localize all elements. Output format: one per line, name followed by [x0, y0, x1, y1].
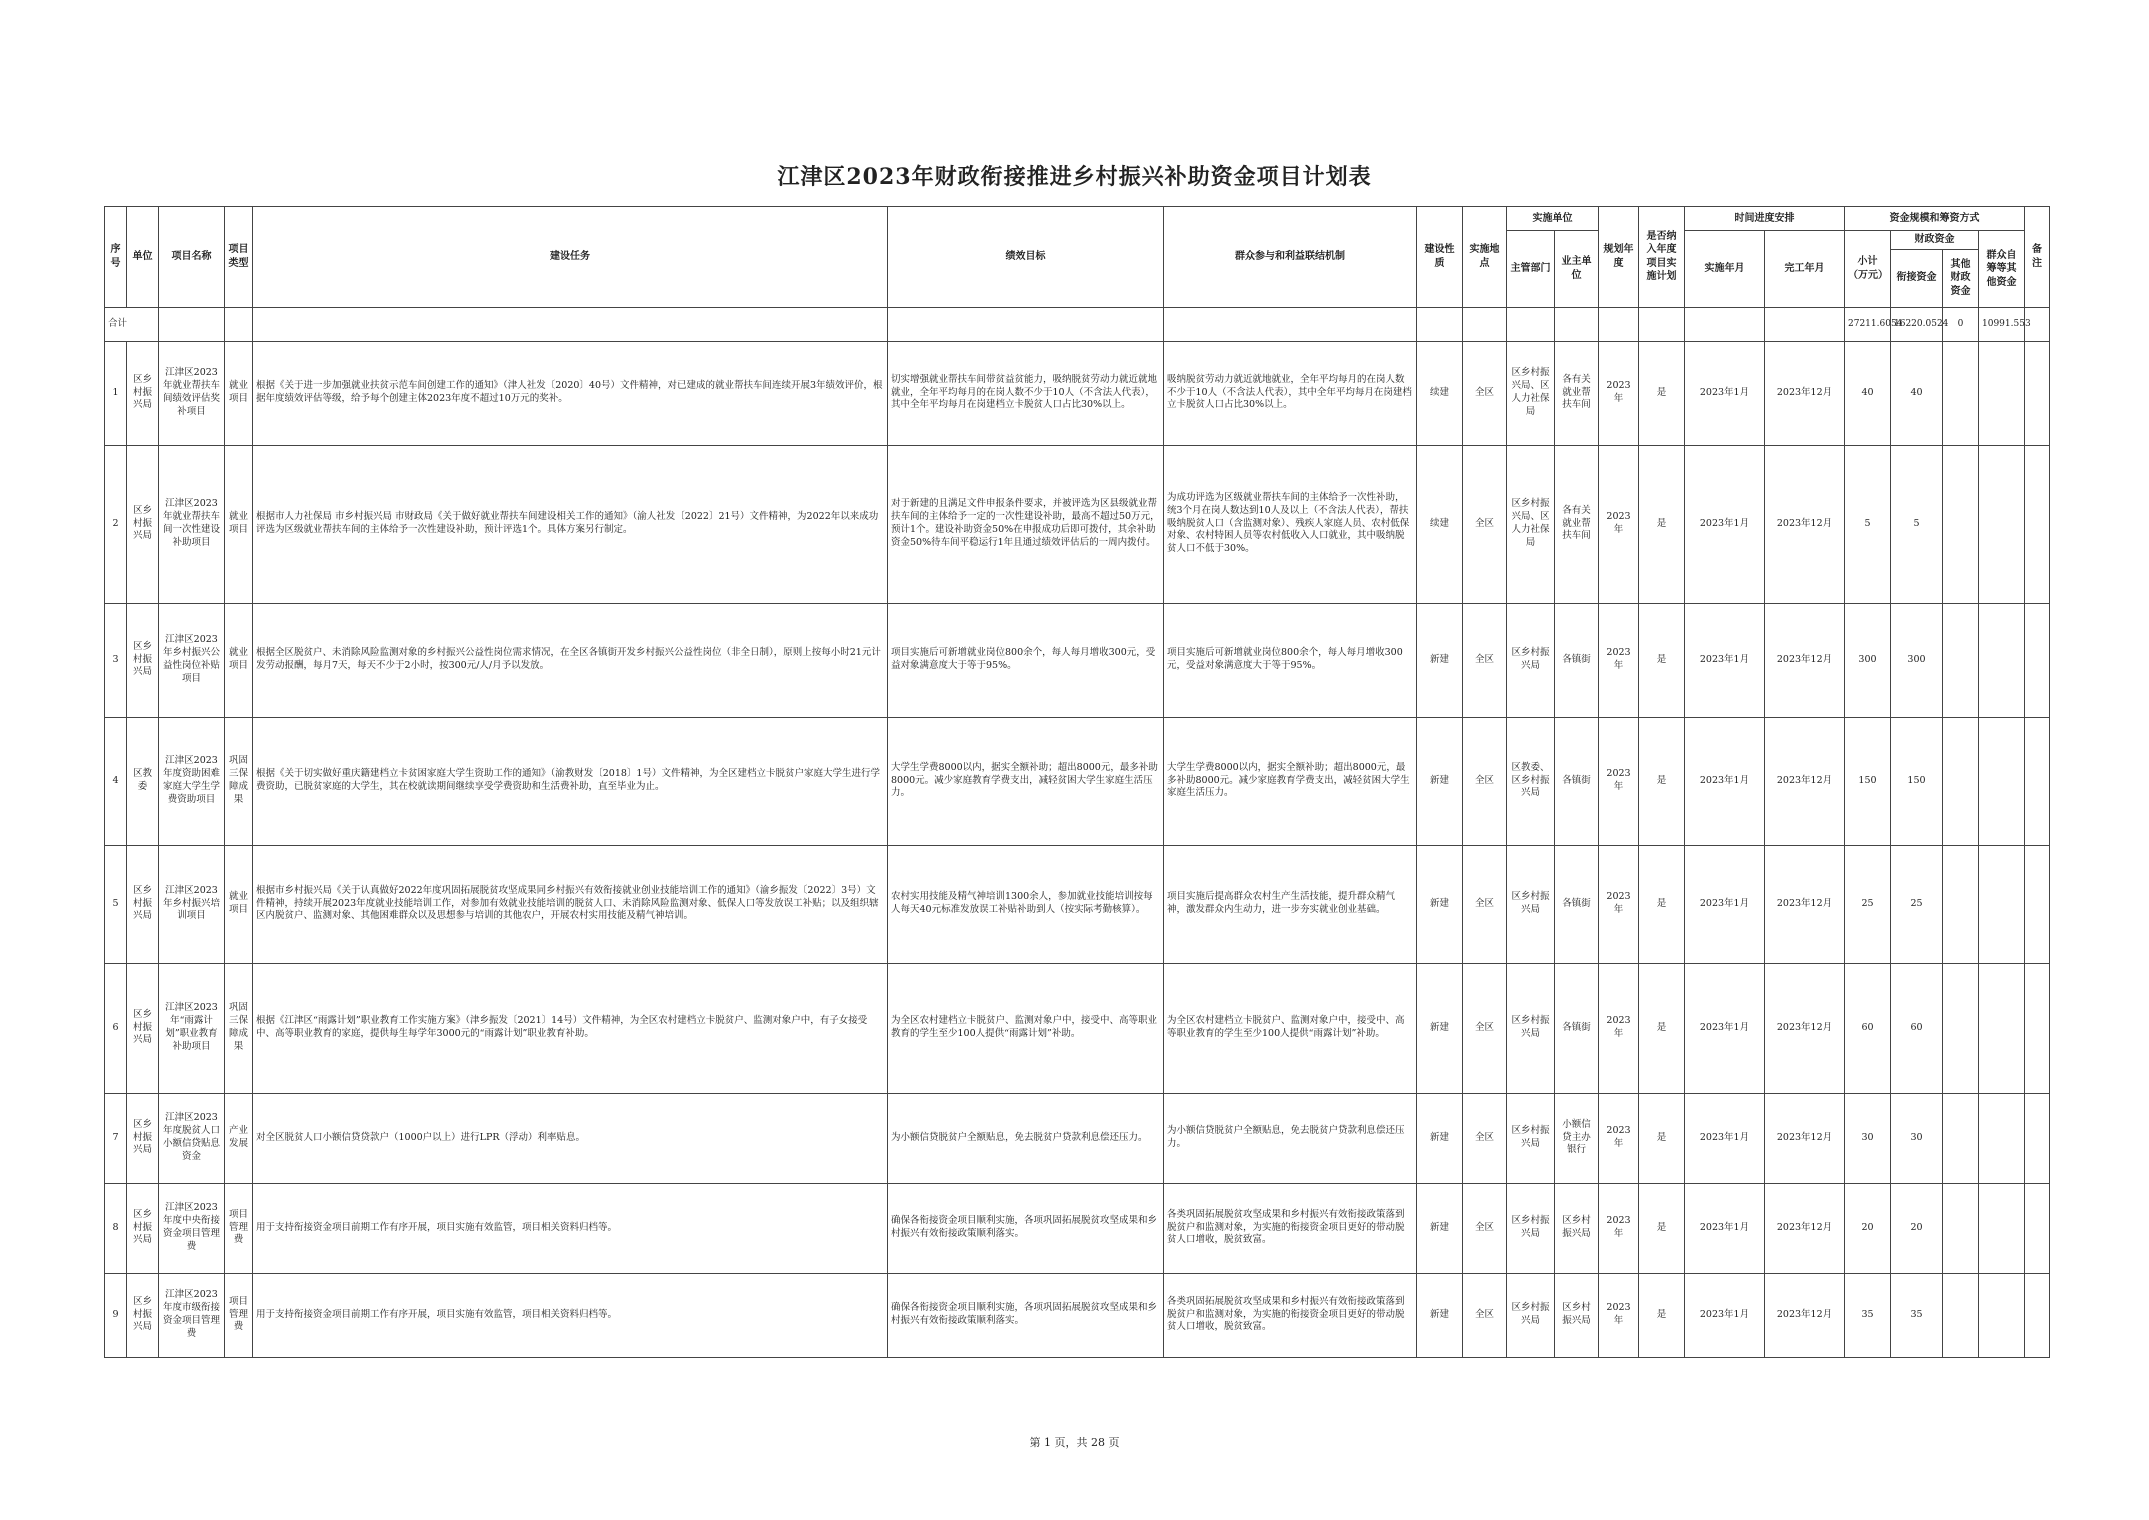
row-location: 全区: [1463, 341, 1507, 445]
row-dept: 区乡村振兴局、区人力社保局: [1507, 341, 1555, 445]
row-seq: 9: [105, 1273, 127, 1357]
row-goal: 农村实用技能及精气神培训1300余人，参加就业技能培训按每人每天40元标准发放误工补贴补助到人（按实际考勤核算）。: [888, 845, 1164, 963]
row-task: 根据市乡村振兴局《关于认真做好2022年度巩固拓展脱贫攻坚成果同乡村振兴有效衔接就业创业技能培训工作的通知》（渝乡振发〔2022〕3号）文件精神，持续开展2023年度就业技能培训工作，对参加有效就业技能培训的脱贫人口、未消除风险监测对象、低保人口等发放误工补贴；以及组织辖区内脱贫户、监测对象、其他困难群众以及思想参与培训的其他农户，开展农村实用技能及精气神培训。: [253, 845, 888, 963]
row-remark: [2025, 845, 2050, 963]
row-other-fund: [1943, 445, 1979, 603]
row-location: 全区: [1463, 845, 1507, 963]
row-subtotal: 150: [1845, 717, 1891, 845]
row-remark: [2025, 1183, 2050, 1273]
table-row: [105, 1273, 2050, 1357]
row-included: 是: [1639, 1273, 1685, 1357]
row-unit: 区乡村振兴局: [127, 1183, 159, 1273]
table-row: [105, 1093, 2050, 1183]
row-link-fund: 5: [1891, 445, 1943, 603]
row-end: 2023年12月: [1765, 445, 1845, 603]
row-included: 是: [1639, 963, 1685, 1093]
row-mech: 大学生学费8000以内，据实全额补助；超出8000元，最多补助8000元。减少家庭教育学费支出，减轻贫困大学生家庭生活压力。: [1164, 717, 1417, 845]
row-year: 2023年: [1599, 603, 1639, 717]
row-task: 根据全区脱贫户、未消除风险监测对象的乡村振兴公益性岗位需求情况，在全区各镇街开发乡村振兴公益性岗位（非全日制），原则上按每小时21元计发劳动报酬，每月7天，每天不少于2小时，按300元/人/月予以发放。: [253, 603, 888, 717]
row-location: 全区: [1463, 1093, 1507, 1183]
row-unit: 区教委: [127, 717, 159, 845]
row-included: 是: [1639, 1183, 1685, 1273]
row-dept: 区乡村振兴局: [1507, 603, 1555, 717]
row-name: 江津区2023年度市级衔接资金项目管理费: [159, 1273, 225, 1357]
row-mech: 为成功评选为区级就业帮扶车间的主体给予一次性补助，统3个月在岗人数达到10人及以上（不含法人代表），帮扶吸纳脱贫人口（含监测对象）、残疾人家庭人员、农村低保对象、农村特困人员等农村低收入人口就业，其中吸纳脱贫人口不低于30%。: [1164, 445, 1417, 603]
row-mech: 项目实施后可新增就业岗位800余个，每人每月增收300元，受益对象满意度大于等于95%。: [1164, 603, 1417, 717]
row-location: 全区: [1463, 717, 1507, 845]
table-row: [105, 341, 2050, 445]
header-mech: 群众参与和利益联结机制: [1164, 207, 1417, 308]
row-remark: [2025, 963, 2050, 1093]
row-seq: 6: [105, 963, 127, 1093]
header-fiscal: 财政资金: [1891, 231, 1979, 250]
row-seq: 4: [105, 717, 127, 845]
row-task: 根据《关于进一步加强就业扶贫示范车间创建工作的通知》（津人社发〔2020〕40号）文件精神，对已建成的就业帮扶车间连续开展3年绩效评价，根据年度绩效评估等级，给予每个创建主体2023年度不超过10万元的奖补。: [253, 341, 888, 445]
header-seq: 序号: [105, 207, 127, 308]
row-end: 2023年12月: [1765, 1093, 1845, 1183]
header-remark: 备注: [2025, 207, 2050, 308]
row-start: 2023年1月: [1685, 1183, 1765, 1273]
row-remark: [2025, 717, 2050, 845]
row-link-fund: 300: [1891, 603, 1943, 717]
row-mech: 项目实施后提高群众农村生产生活技能，提升群众精气神，激发群众内生动力，进一步夯实就业创业基础。: [1164, 845, 1417, 963]
row-location: 全区: [1463, 603, 1507, 717]
row-task: 根据市人力社保局 市乡村振兴局 市财政局《关于做好就业帮扶车间建设相关工作的通知》（渝人社发〔2022〕21号）文件精神，为2022年以来成功评选为区级就业帮扶车间的主体给予一次性建设补助，预计评选1个。具体方案另行制定。: [253, 445, 888, 603]
header-location: 实施地点: [1463, 207, 1507, 308]
row-type: 巩固三保障成果: [225, 717, 253, 845]
row-unit: 区乡村振兴局: [127, 1093, 159, 1183]
table-row: [105, 963, 2050, 1093]
row-goal: 为小额信贷脱贫户全额贴息，免去脱贫户贷款利息偿还压力。: [888, 1093, 1164, 1183]
row-self-fund: [1979, 1183, 2025, 1273]
row-subtotal: 40: [1845, 341, 1891, 445]
row-owner: 各镇街: [1555, 717, 1599, 845]
row-unit: 区乡村振兴局: [127, 603, 159, 717]
header-start: 实施年月: [1685, 231, 1765, 308]
header-impl-owner: 业主单位: [1555, 231, 1599, 308]
row-link-fund: 35: [1891, 1273, 1943, 1357]
row-remark: [2025, 341, 2050, 445]
row-unit: 区乡村振兴局: [127, 1273, 159, 1357]
header-included: 是否纳入年度项目实施计划: [1639, 207, 1685, 308]
row-goal: 确保各衔接资金项目顺利实施，各项巩固拓展脱贫攻坚成果和乡村振兴有效衔接政策顺利落实。: [888, 1273, 1164, 1357]
row-type: 就业项目: [225, 445, 253, 603]
header-end: 完工年月: [1765, 231, 1845, 308]
row-dept: 区乡村振兴局: [1507, 963, 1555, 1093]
row-subtotal: 300: [1845, 603, 1891, 717]
header-link-fund: 衔接资金: [1891, 249, 1943, 307]
row-type: 就业项目: [225, 341, 253, 445]
row-seq: 1: [105, 341, 127, 445]
row-link-fund: 60: [1891, 963, 1943, 1093]
row-remark: [2025, 445, 2050, 603]
row-name: 江津区2023年乡村振兴培训项目: [159, 845, 225, 963]
row-type: 产业发展: [225, 1093, 253, 1183]
row-dept: 区教委、区乡村振兴局: [1507, 717, 1555, 845]
row-link-fund: 20: [1891, 1183, 1943, 1273]
row-name: 江津区2023年乡村振兴公益性岗位补贴项目: [159, 603, 225, 717]
row-link-fund: 40: [1891, 341, 1943, 445]
row-link-fund: 150: [1891, 717, 1943, 845]
row-year: 2023年: [1599, 845, 1639, 963]
row-seq: 3: [105, 603, 127, 717]
row-nature: 新建: [1417, 845, 1463, 963]
row-remark: [2025, 1093, 2050, 1183]
header-funds: 资金规模和筹资方式: [1845, 207, 2025, 231]
row-owner: 各镇街: [1555, 963, 1599, 1093]
row-included: 是: [1639, 445, 1685, 603]
row-start: 2023年1月: [1685, 603, 1765, 717]
table-row: [105, 1183, 2050, 1273]
header-subtotal: 小计（万元）: [1845, 231, 1891, 308]
row-unit: 区乡村振兴局: [127, 445, 159, 603]
row-other-fund: [1943, 1273, 1979, 1357]
row-other-fund: [1943, 717, 1979, 845]
row-task: 根据《关于切实做好重庆籍建档立卡贫困家庭大学生资助工作的通知》（渝教财发〔2018〕1号）文件精神，为全区建档立卡脱贫户家庭大学生进行学费资助，已脱贫家庭的大学生，其在校就读期间继续享受学费资助和生活费补助，直至毕业为止。: [253, 717, 888, 845]
header-type: 项目类型: [225, 207, 253, 308]
row-start: 2023年1月: [1685, 1273, 1765, 1357]
row-other-fund: [1943, 845, 1979, 963]
total-row: [105, 307, 2050, 341]
row-nature: 新建: [1417, 1273, 1463, 1357]
row-start: 2023年1月: [1685, 717, 1765, 845]
row-unit: 区乡村振兴局: [127, 845, 159, 963]
row-seq: 2: [105, 445, 127, 603]
row-end: 2023年12月: [1765, 717, 1845, 845]
row-owner: 各有关就业帮扶车间: [1555, 341, 1599, 445]
row-end: 2023年12月: [1765, 1273, 1845, 1357]
row-type: 项目管理费: [225, 1183, 253, 1273]
row-nature: 新建: [1417, 963, 1463, 1093]
row-remark: [2025, 1273, 2050, 1357]
row-nature: 新建: [1417, 603, 1463, 717]
row-unit: 区乡村振兴局: [127, 963, 159, 1093]
total-label: 合计: [105, 307, 159, 341]
row-self-fund: [1979, 845, 2025, 963]
row-start: 2023年1月: [1685, 845, 1765, 963]
header-impl-dept: 主管部门: [1507, 231, 1555, 308]
row-location: 全区: [1463, 1273, 1507, 1357]
row-owner: 区乡村振兴局: [1555, 1273, 1599, 1357]
row-location: 全区: [1463, 963, 1507, 1093]
row-subtotal: 30: [1845, 1093, 1891, 1183]
row-year: 2023年: [1599, 1273, 1639, 1357]
row-name: 江津区2023年就业帮扶车间一次性建设补助项目: [159, 445, 225, 603]
row-type: 巩固三保障成果: [225, 963, 253, 1093]
row-dept: 区乡村振兴局: [1507, 1273, 1555, 1357]
row-mech: 为全区农村建档立卡脱贫户、监测对象户中，接受中、高等职业教育的学生至少100人提供“雨露计划”补助。: [1164, 963, 1417, 1093]
row-included: 是: [1639, 341, 1685, 445]
row-subtotal: 35: [1845, 1273, 1891, 1357]
row-end: 2023年12月: [1765, 341, 1845, 445]
row-link-fund: 25: [1891, 845, 1943, 963]
row-mech: 为小额信贷脱贫户全额贴息，免去脱贫户贷款利息偿还压力。: [1164, 1093, 1417, 1183]
row-start: 2023年1月: [1685, 445, 1765, 603]
row-end: 2023年12月: [1765, 963, 1845, 1093]
row-end: 2023年12月: [1765, 603, 1845, 717]
row-other-fund: [1943, 341, 1979, 445]
row-mech: 吸纳脱贫劳动力就近就地就业，全年平均每月的在岗人数不少于10人（不含法人代表），其中全年平均每月在岗建档立卡脱贫人口占比30%以上。: [1164, 341, 1417, 445]
row-end: 2023年12月: [1765, 845, 1845, 963]
row-name: 江津区2023年就业帮扶车间绩效评估奖补项目: [159, 341, 225, 445]
row-name: 江津区2023年度中央衔接资金项目管理费: [159, 1183, 225, 1273]
row-link-fund: 30: [1891, 1093, 1943, 1183]
header-task: 建设任务: [253, 207, 888, 308]
row-owner: 区乡村振兴局: [1555, 1183, 1599, 1273]
row-other-fund: [1943, 1183, 1979, 1273]
row-year: 2023年: [1599, 341, 1639, 445]
row-owner: 小额信贷主办银行: [1555, 1093, 1599, 1183]
row-seq: 7: [105, 1093, 127, 1183]
row-nature: 续建: [1417, 445, 1463, 603]
header-goal: 绩效目标: [888, 207, 1164, 308]
row-remark: [2025, 603, 2050, 717]
row-owner: 各有关就业帮扶车间: [1555, 445, 1599, 603]
table-row: [105, 717, 2050, 845]
row-seq: 8: [105, 1183, 127, 1273]
row-start: 2023年1月: [1685, 1093, 1765, 1183]
total-subtotal: 27211.6054: [1845, 307, 1891, 341]
row-self-fund: [1979, 1273, 2025, 1357]
row-location: 全区: [1463, 1183, 1507, 1273]
row-type: 就业项目: [225, 603, 253, 717]
row-owner: 各镇街: [1555, 845, 1599, 963]
row-end: 2023年12月: [1765, 1183, 1845, 1273]
header-plan-year: 规划年度: [1599, 207, 1639, 308]
row-self-fund: [1979, 1093, 2025, 1183]
row-goal: 大学生学费8000以内，据实全额补助；超出8000元，最多补助8000元。减少家庭教育学费支出，减轻贫困大学生家庭生活压力。: [888, 717, 1164, 845]
row-other-fund: [1943, 1093, 1979, 1183]
row-unit: 区乡村振兴局: [127, 341, 159, 445]
row-nature: 新建: [1417, 1093, 1463, 1183]
row-mech: 各类巩固拓展脱贫攻坚成果和乡村振兴有效衔接政策落到脱贫户和监测对象，为实施的衔接资金项目更好的带动脱贫人口增收，脱贫致富。: [1164, 1273, 1417, 1357]
row-year: 2023年: [1599, 445, 1639, 603]
header-schedule: 时间进度安排: [1685, 207, 1845, 231]
row-subtotal: 25: [1845, 845, 1891, 963]
header-self-fund: 群众自筹等其他资金: [1979, 231, 2025, 308]
row-start: 2023年1月: [1685, 963, 1765, 1093]
header-impl: 实施单位: [1507, 207, 1599, 231]
row-task: 根据《江津区“雨露计划”职业教育工作实施方案》（津乡振发〔2021〕14号）文件精神，为全区农村建档立卡脱贫户、监测对象户中，有子女接受中、高等职业教育的家庭，提供每生每学年3000元的“雨露计划”职业教育补助。: [253, 963, 888, 1093]
row-dept: 区乡村振兴局、区人力社保局: [1507, 445, 1555, 603]
row-year: 2023年: [1599, 963, 1639, 1093]
row-nature: 新建: [1417, 1183, 1463, 1273]
row-dept: 区乡村振兴局: [1507, 1183, 1555, 1273]
table-row: [105, 845, 2050, 963]
row-goal: 项目实施后可新增就业岗位800余个，每人每月增收300元，受益对象满意度大于等于95%。: [888, 603, 1164, 717]
row-goal: 对于新建的且满足文件申报条件要求，并被评选为区县级就业帮扶车间的主体给予一定的一次性建设补助，最高不超过50万元，预计1个。建设补助资金50%在申报成功后即可拨付，其余补助资金50%待车间平稳运行1年且通过绩效评估后的一周内拨付。: [888, 445, 1164, 603]
row-goal: 为全区农村建档立卡脱贫户、监测对象户中，接受中、高等职业教育的学生至少100人提供“雨露计划”补助。: [888, 963, 1164, 1093]
row-nature: 新建: [1417, 717, 1463, 845]
row-mech: 各类巩固拓展脱贫攻坚成果和乡村振兴有效衔接政策落到脱贫户和监测对象，为实施的衔接资金项目更好的带动脱贫人口增收，脱贫致富。: [1164, 1183, 1417, 1273]
row-location: 全区: [1463, 445, 1507, 603]
row-included: 是: [1639, 1093, 1685, 1183]
row-year: 2023年: [1599, 717, 1639, 845]
row-owner: 各镇街: [1555, 603, 1599, 717]
row-start: 2023年1月: [1685, 341, 1765, 445]
page-title: 江津区2023年财政衔接推进乡村振兴补助资金项目计划表: [777, 164, 1372, 190]
row-year: 2023年: [1599, 1093, 1639, 1183]
header-name: 项目名称: [159, 207, 225, 308]
row-subtotal: 60: [1845, 963, 1891, 1093]
total-self: 10991.553: [1979, 307, 2025, 341]
row-type: 就业项目: [225, 845, 253, 963]
row-dept: 区乡村振兴局: [1507, 845, 1555, 963]
page-footer: 第 1 页，共 28 页: [1029, 1436, 1120, 1449]
row-task: 用于支持衔接资金项目前期工作有序开展，项目实施有效监管，项目相关资料归档等。: [253, 1183, 888, 1273]
row-included: 是: [1639, 845, 1685, 963]
row-self-fund: [1979, 445, 2025, 603]
row-seq: 5: [105, 845, 127, 963]
project-plan-table: [104, 206, 2050, 1358]
row-goal: 确保各衔接资金项目顺利实施，各项巩固拓展脱贫攻坚成果和乡村振兴有效衔接政策顺利落实。: [888, 1183, 1164, 1273]
row-task: 对全区脱贫人口小额信贷贷款户（1000户以上）进行LPR（浮动）利率贴息。: [253, 1093, 888, 1183]
row-nature: 续建: [1417, 341, 1463, 445]
row-goal: 切实增强就业帮扶车间带贫益贫能力，吸纳脱贫劳动力就近就地就业，全年平均每月的在岗人数不少于10人（不含法人代表），其中全年平均每月在岗建档立卡脱贫人口占比30%以上。: [888, 341, 1164, 445]
row-subtotal: 20: [1845, 1183, 1891, 1273]
row-self-fund: [1979, 603, 2025, 717]
total-other: 0: [1943, 307, 1979, 341]
row-name: 江津区2023年度资助困难家庭大学生学费资助项目: [159, 717, 225, 845]
row-self-fund: [1979, 341, 2025, 445]
row-other-fund: [1943, 963, 1979, 1093]
table-row: [105, 445, 2050, 603]
row-self-fund: [1979, 963, 2025, 1093]
row-name: 江津区2023年“雨露计划”职业教育补助项目: [159, 963, 225, 1093]
row-included: 是: [1639, 603, 1685, 717]
row-included: 是: [1639, 717, 1685, 845]
row-subtotal: 5: [1845, 445, 1891, 603]
table-row: [105, 603, 2050, 717]
header-nature: 建设性质: [1417, 207, 1463, 308]
row-year: 2023年: [1599, 1183, 1639, 1273]
row-task: 用于支持衔接资金项目前期工作有序开展，项目实施有效监管，项目相关资料归档等。: [253, 1273, 888, 1357]
row-type: 项目管理费: [225, 1273, 253, 1357]
row-dept: 区乡村振兴局: [1507, 1093, 1555, 1183]
row-other-fund: [1943, 603, 1979, 717]
row-self-fund: [1979, 717, 2025, 845]
total-link: 16220.0524: [1891, 307, 1943, 341]
row-name: 江津区2023年度脱贫人口小额信贷贴息资金: [159, 1093, 225, 1183]
header-other-fund: 其他财政资金: [1943, 249, 1979, 307]
header-unit: 单位: [127, 207, 159, 308]
